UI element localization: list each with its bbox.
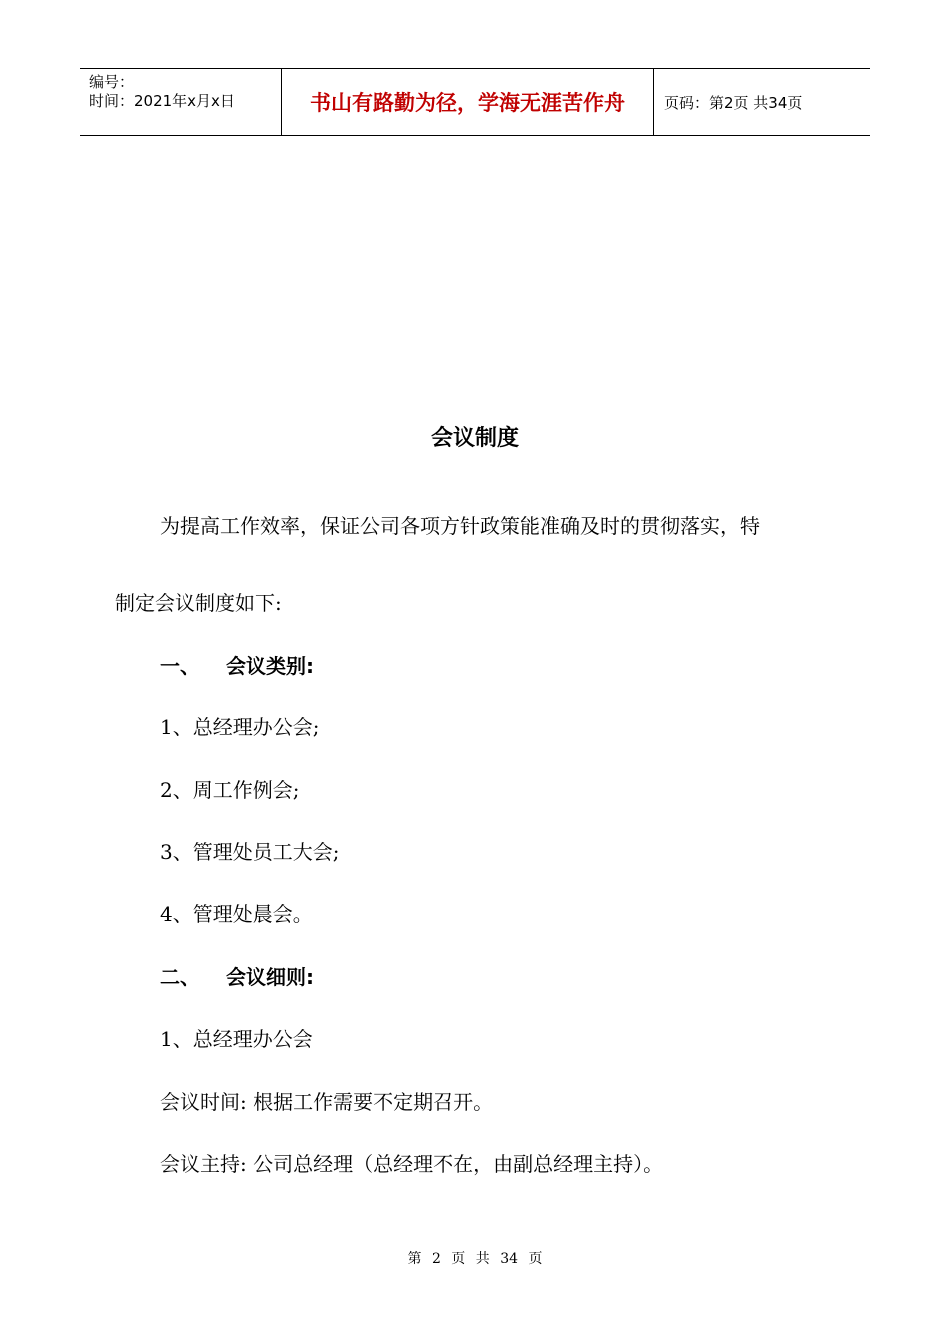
header-meta [80,69,282,135]
header-page-info: 页码：第2页 共34页 [664,93,803,112]
category-item: 2、周工作例会; [160,778,300,802]
category-item: 3、管理处员工大会; [160,840,340,864]
header-motto: 书山有路勤为径，学海无涯苦作舟 [282,69,654,135]
intro-line-2: 制定会议制度如下: [115,591,282,615]
section-heading-1 [160,650,314,679]
header-time: 时间：2021年x月x日 [89,92,235,110]
detail-heading: 1、总经理办公会 [160,1027,313,1051]
section-title: 会议类别: [226,654,314,678]
category-item: 4、管理处晨会。 [160,902,313,926]
section-title: 会议细则: [226,965,314,989]
meeting-host: 会议主持: 公司总经理（总经理不在，由副总经理主持）。 [160,1152,664,1176]
section-number: 二、 [160,965,200,989]
category-item: 1、总经理办公会; [160,715,320,739]
page-footer: 第 2 页 共 34 页 [407,1251,543,1267]
meeting-time: 会议时间: 根据工作需要不定期召开。 [160,1090,494,1114]
section-heading-2 [160,961,314,990]
page-header [80,68,870,136]
intro-line-1: 为提高工作效率，保证公司各项方针政策能准确及时的贯彻落实，特 [160,514,760,538]
document-title: 会议制度 [430,426,519,451]
header-number: 编号： [89,73,135,91]
section-number: 一、 [160,654,200,678]
